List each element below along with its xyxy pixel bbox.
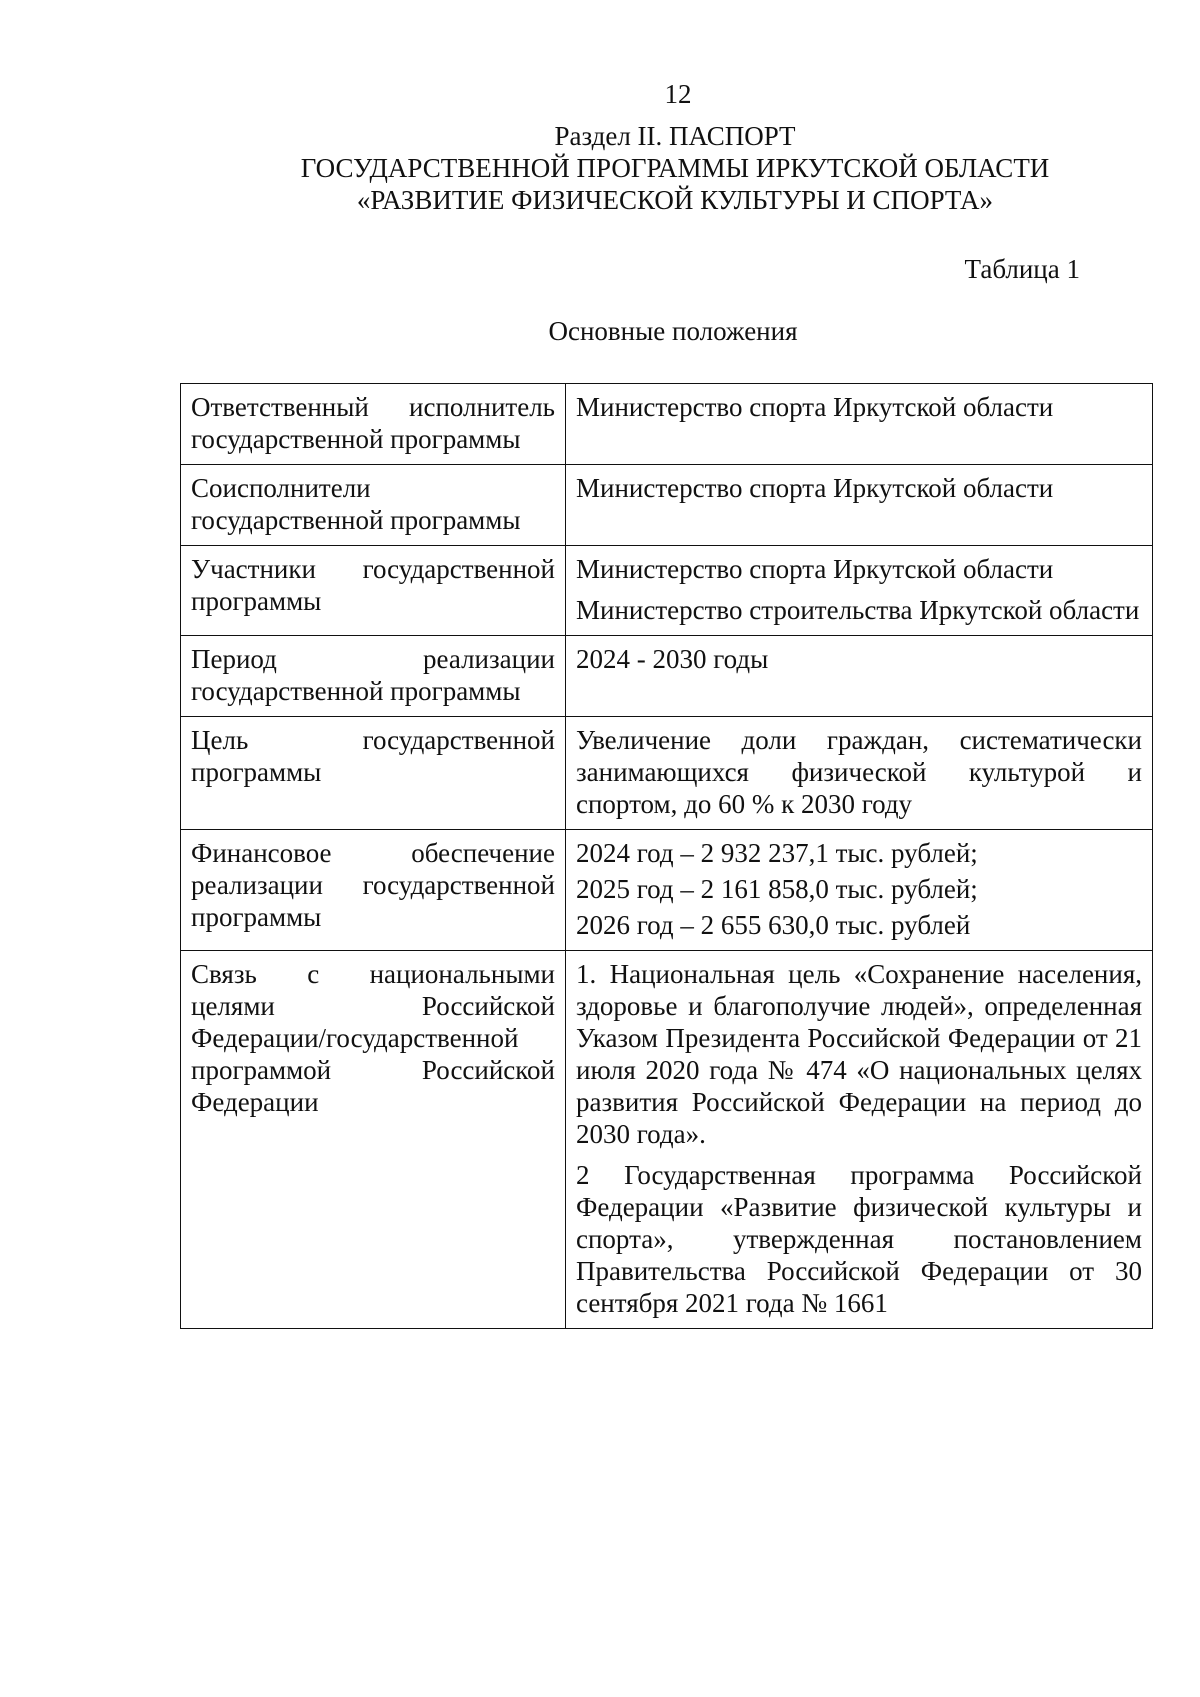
row-label-participants: Участники государственной программы <box>181 546 566 636</box>
table-number: Таблица 1 <box>964 254 1080 284</box>
table-row <box>181 546 1153 636</box>
row-label-coexecutors: Соисполнители государственной программы <box>181 465 566 546</box>
table-row <box>181 951 1153 1329</box>
row-value-responsible <box>566 384 1153 465</box>
financing-line: 2026 год – 2 655 630,0 тыс. рублей <box>576 910 971 940</box>
section-title: Раздел II. ПАСПОРТ <box>554 121 796 151</box>
value-paragraph: Увеличение доли граждан, систематически занимающихся физической культурой и спортом, до 60 % к 2030 году <box>576 725 1142 819</box>
row-label-financing: Финансовое обеспечение реализации государственной программы <box>181 830 566 951</box>
passport-table <box>180 383 1153 1329</box>
table-row <box>181 384 1153 465</box>
financing-line: 2025 год – 2 161 858,0 тыс. рублей; <box>576 874 978 904</box>
value-paragraph: 2 Государственная программа Российской Федерации «Развитие физической культуры и спорта», утвержденная постановлением Правительства Российской Федерации от 30 сентября 2021 года № 1661 <box>576 1160 1142 1318</box>
row-label-national-goals: Связь с национальными целями Российской Федерации/государственной программой Российской Федерации <box>181 951 566 1329</box>
value-paragraph: Министерство строительства Иркутской области <box>576 595 1140 625</box>
value-paragraph: Министерство спорта Иркутской области <box>576 554 1054 584</box>
row-value-coexecutors <box>566 465 1153 546</box>
table-caption: Основные положения <box>548 316 798 346</box>
page-number: 12 <box>664 79 692 109</box>
value-paragraph: 2024 - 2030 годы <box>576 644 769 674</box>
row-value-national-goals <box>566 951 1153 1329</box>
table-row <box>181 717 1153 830</box>
value-paragraph: Министерство спорта Иркутской области <box>576 392 1054 422</box>
value-paragraph: Министерство спорта Иркутской области <box>576 473 1054 503</box>
row-value-goal <box>566 717 1153 830</box>
table-row <box>181 830 1153 951</box>
row-value-participants <box>566 546 1153 636</box>
row-value-period <box>566 636 1153 717</box>
row-label-period: Период реализации государственной программы <box>181 636 566 717</box>
row-label-goal: Цель государственной программы <box>181 717 566 830</box>
value-paragraph: 1. Национальная цель «Сохранение населения, здоровье и благополучие людей», определенная Указом Президента Российской Федерации от 21 июля 2020 года № 474 «О национальных целях развития Российской Федерации на период до 2030 года». <box>576 959 1142 1149</box>
document-heading <box>200 120 1150 216</box>
row-value-financing <box>566 830 1153 951</box>
program-title-line: ГОСУДАРСТВЕННОЙ ПРОГРАММЫ ИРКУТСКОЙ ОБЛАСТИ <box>300 153 1050 183</box>
row-label-responsible: Ответственный исполнитель государственной программы <box>181 384 566 465</box>
table-row <box>181 465 1153 546</box>
table-row <box>181 636 1153 717</box>
program-name: «РАЗВИТИЕ ФИЗИЧЕСКОЙ КУЛЬТУРЫ И СПОРТА» <box>356 185 994 215</box>
financing-line: 2024 год – 2 932 237,1 тыс. рублей; <box>576 838 978 868</box>
